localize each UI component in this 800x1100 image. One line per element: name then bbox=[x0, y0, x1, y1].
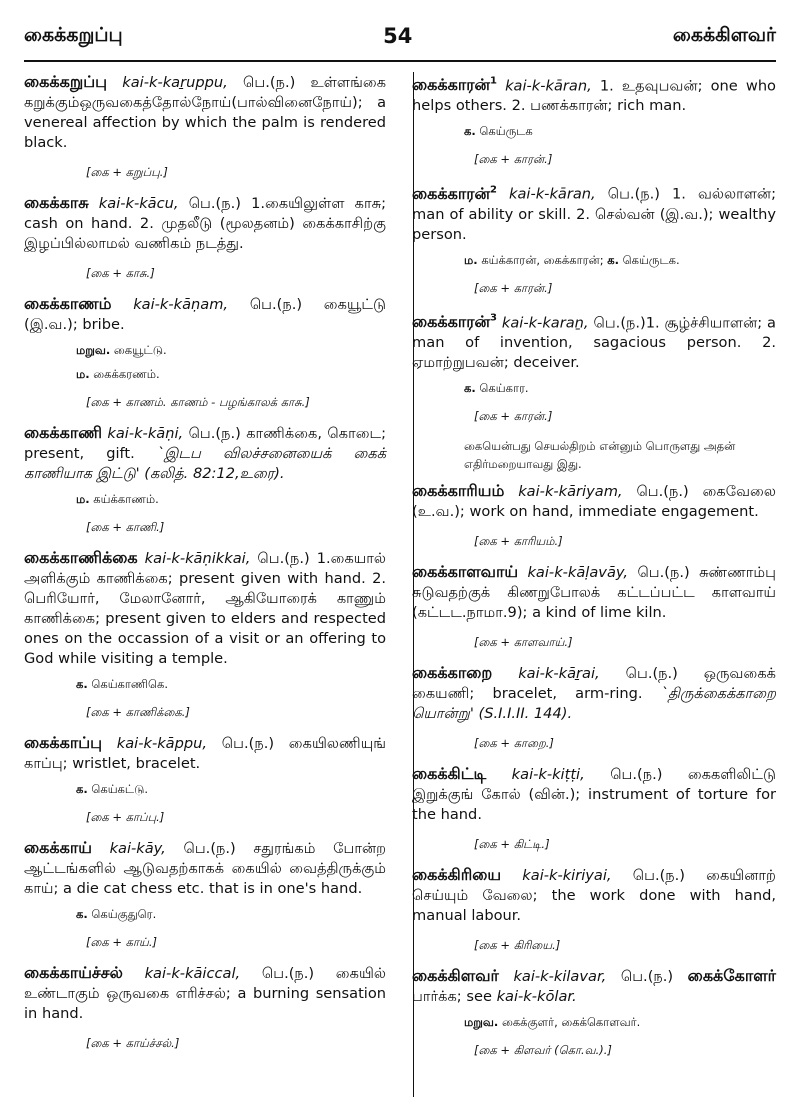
entry-transliteration: kai-k-kāṇikkai, bbox=[144, 550, 251, 567]
dictionary-entry bbox=[412, 72, 776, 116]
entry-definition: பெ.(ந.) கைவேலை (உ.வ.); work on hand, immediate engagement. bbox=[412, 482, 776, 520]
entry-cognate bbox=[24, 677, 386, 693]
entry-definition-continued: பார்க்க; see bbox=[412, 987, 492, 1005]
entry-definition: பெ.(ந.) கையில் உண்டாகும் ஒருவகை எரிச்சல்; a burning sensation in hand. bbox=[24, 965, 387, 1022]
dictionary-entry bbox=[412, 764, 776, 825]
dictionary-entry bbox=[24, 72, 386, 153]
entry-etymology: [கை + காய்.] bbox=[86, 935, 158, 949]
entry-etymology: [கை + காணிக்கை.] bbox=[86, 705, 190, 719]
cognate-form: கைக்குளர், கைக்கொளவர். bbox=[501, 1014, 641, 1029]
cognate-language: க. bbox=[76, 677, 88, 691]
entry-etymology: [கை + காய்ச்சல்.] bbox=[86, 1036, 180, 1050]
entry-cognate bbox=[24, 492, 386, 508]
entry-transliteration: kai-k-kāriyam, bbox=[518, 482, 623, 500]
header-first-headword: கைக்கறுப்பு bbox=[24, 23, 123, 46]
entry-headword: கைக்கிரியை bbox=[412, 864, 502, 884]
entry-headword: கைக்கறுப்பு bbox=[24, 72, 108, 91]
entry-definition: பெ.(ந.) 1.கையிலுள்ள காசு; cash on hand. 2. முதலீடு (மூலதனம்) கைக்காசிற்கு இழப்பில்லாமல் வணிகம் நடத்து. bbox=[24, 195, 387, 252]
homograph-number: 1 bbox=[490, 76, 497, 87]
entry-etymology: [கை + காசு.] bbox=[86, 266, 155, 280]
dictionary-entry bbox=[412, 966, 776, 1007]
entry-definition: பெ.(ந.) 1. வல்லாளன்; man of ability or skill. 2. செல்வன் (இ.வ.); wealthy person. bbox=[412, 185, 776, 243]
entry-etymology: [கை + காறை.] bbox=[474, 735, 554, 750]
entry-definition: பெ.(ந.) காணிக்கை, கொடை; present, gift. bbox=[24, 425, 387, 462]
entry-cognate bbox=[412, 1015, 776, 1031]
entry-headword: கைக்காரன்$^3$ bbox=[412, 311, 497, 331]
entry-headword: கைக்காரன்$^2$ bbox=[412, 183, 497, 203]
dictionary-entry bbox=[412, 562, 776, 623]
entry-transliteration: kai-k-kiriyai, bbox=[522, 866, 612, 884]
cognate-language: மறுவ. bbox=[464, 1014, 499, 1029]
entry-headword: கைக்காரன்$^1$ bbox=[412, 75, 497, 95]
entry-definition: பெ.(ந.) கையூட்டு (இ.வ.); bribe. bbox=[24, 296, 387, 333]
entry-transliteration: kai-k-kāppu, bbox=[116, 735, 208, 752]
entry-definition: பெ.(ந.) கையிலணியுங் காப்பு; wristlet, bracelet. bbox=[24, 735, 387, 772]
left-column bbox=[24, 72, 400, 1071]
cognate-form: கெய்கார. bbox=[479, 380, 529, 395]
entry-etymology: [கை + காரன்.] bbox=[474, 280, 553, 295]
dictionary-entry bbox=[24, 838, 386, 899]
dictionary-entry bbox=[24, 733, 386, 774]
cross-reference-transliteration: kai-k-kōlar. bbox=[496, 987, 577, 1005]
entry-etymology: [கை + கறுப்பு.] bbox=[86, 165, 168, 179]
cognate-language: ம. bbox=[76, 492, 90, 506]
entry-definition: 1. உதவுபவன்; one who helps others. 2. பணக்காரன்; rich man. bbox=[412, 77, 776, 115]
dictionary-entry bbox=[24, 193, 386, 254]
entry-definition: பெ.(ந.) ஒருவகைக் கையணி; bracelet, arm-ring. bbox=[412, 664, 776, 702]
entry-headword: கைக்காய்ச்சல் bbox=[24, 963, 123, 982]
entry-etymology: [கை + காளவாய்.] bbox=[474, 634, 573, 649]
entry-cognate bbox=[24, 367, 386, 383]
right-column bbox=[400, 72, 776, 1071]
entry-cognate bbox=[24, 907, 386, 923]
dictionary-entry bbox=[412, 865, 776, 926]
dictionary-entry bbox=[412, 180, 776, 244]
entry-transliteration: kai-k-kāiccal, bbox=[144, 965, 241, 982]
cognate-form: கெய்கட்டு. bbox=[91, 782, 148, 796]
entry-definition: பெ.(ந.) கையினாற் செய்யும் வேலை; the work done with hand, manual labour. bbox=[412, 866, 776, 924]
cognate-language: மறுவ. bbox=[76, 343, 111, 357]
header-rule bbox=[24, 60, 776, 62]
entry-quotation: `இடப விலச்சனையைக் கைக் காணியாக இட்டு' (கலித். 82:12,உரை). bbox=[24, 445, 387, 482]
entry-headword: கைக்கிட்டி bbox=[412, 763, 487, 783]
entry-cross-reference: கைக்கோளர் bbox=[687, 965, 777, 985]
entry-headword: கைக்காப்பு bbox=[24, 733, 103, 752]
cognate-form: கெய்ருடக bbox=[479, 124, 533, 139]
entry-note: கையென்பது செயல்திறம் என்னும் பொருளது அதன் எதிர்மறையாவது இது. bbox=[464, 438, 736, 471]
entry-headword: கைக்காரியம் bbox=[412, 480, 505, 500]
entry-headword: கைக்காணி bbox=[24, 423, 102, 442]
entry-transliteration: kai-k-kāḷavāy, bbox=[527, 563, 629, 581]
cognate-form: கய்க்காணம். bbox=[93, 492, 159, 506]
entry-headword: கைக்கிளவர் bbox=[412, 965, 499, 985]
entry-definition: பெ.(ந.) சுண்ணாம்பு சுடுவதற்குக் கிணறுபோலக் கட்டப்பட்ட காளவாய் (கட்டட.நாமா.9); a kind of lime kiln. bbox=[412, 563, 777, 621]
dictionary-entry bbox=[24, 294, 386, 335]
cognate-language: ம. bbox=[464, 252, 478, 267]
entry-etymology: [கை + கிளவர் (கொ.வ.).] bbox=[474, 1042, 612, 1057]
entry-cognate bbox=[24, 782, 386, 798]
entry-cognate bbox=[412, 253, 776, 269]
entry-headword: கைக்காணிக்கை bbox=[24, 548, 138, 567]
dictionary-entry bbox=[412, 481, 776, 522]
cognate-form: கெய்காணிகெ. bbox=[91, 677, 168, 691]
entry-transliteration: kai-k-kāran, bbox=[505, 77, 592, 95]
entry-definition: பெ.(ந.)1. சூழ்ச்சியாளன்; a man of invention, sagacious person. 2. ஏமாற்றுபவன்; deceiver. bbox=[412, 313, 776, 371]
entry-headword: கைக்காறை bbox=[412, 662, 493, 682]
entry-definition: பெ.(ந.) 1.கையால் அளிக்கும் காணிக்கை; present given with hand. 2. பெரியோர், மேலானோர், ஆகியோரைக் காணும் காணிக்கை; present given to elders and respected ones on the occassion of a visit or an offering to God while visiting a temple. bbox=[24, 550, 387, 667]
header-last-headword: கைக்கிளவர் bbox=[672, 23, 776, 46]
dictionary-entry bbox=[412, 309, 776, 373]
page-header bbox=[24, 18, 776, 54]
entry-definition: பெ.(ந.) உள்ளங்கை கறுக்கும்ஒருவகைத்தோல்நோய்(பால்வினைநோய்); a venereal affection by which the palm is rendered black. bbox=[24, 74, 387, 151]
entry-transliteration: kai-k-kāṇam, bbox=[133, 296, 229, 313]
cognate-language: க. bbox=[607, 252, 619, 267]
entry-definition: பெ.(ந.) சதுரங்கம் போன்ற ஆட்டங்களில் ஆடுவதற்காகக் கையில் வைத்திருக்கும் காய்; a die cat chess etc. that is in one's hand. bbox=[24, 840, 387, 897]
entry-definition: பெ.(ந.) கைகளிலிட்டு இறுக்குங் கோல் (வின்.); instrument of torture for the hand. bbox=[412, 765, 777, 823]
dictionary-entry bbox=[24, 548, 386, 669]
dictionary-entry bbox=[24, 423, 386, 484]
entry-etymology: [கை + காணம். காணம் - பழங்காலக் காசு.] bbox=[86, 395, 310, 409]
entry-etymology: [கை + காணி.] bbox=[86, 520, 165, 534]
entry-transliteration: kai-k-karaṉ, bbox=[501, 313, 589, 331]
cognate-form: கய்க்காரன், கைக்காரன்; bbox=[481, 252, 604, 267]
entry-etymology: [கை + காரன்.] bbox=[474, 152, 553, 167]
entry-etymology: [கை + காப்பு.] bbox=[86, 810, 165, 824]
entry-quotation: `திருக்கைக்காறை யொன்று' (S.I.I.II. 144). bbox=[412, 684, 776, 722]
cognate-language: க. bbox=[76, 782, 88, 796]
cognate-language: க. bbox=[76, 907, 88, 921]
entry-headword: கைக்காணம் bbox=[24, 294, 112, 313]
page-number: 54 bbox=[383, 24, 413, 48]
entry-etymology: [கை + கிட்டி.] bbox=[474, 836, 550, 851]
entry-transliteration: kai-k-kāran, bbox=[509, 185, 596, 203]
entry-transliteration: kai-k-kaṟuppu, bbox=[122, 74, 228, 91]
cognate-form: கெய்ருடக. bbox=[622, 252, 680, 267]
entry-transliteration: kai-k-kācu, bbox=[98, 195, 179, 212]
entry-cognate bbox=[412, 381, 776, 397]
cognate-form: கையூட்டு. bbox=[113, 343, 167, 357]
entry-etymology: [கை + கிரியை.] bbox=[474, 937, 561, 952]
entry-transliteration: kai-k-kilavar, bbox=[513, 967, 607, 985]
dictionary-entry bbox=[412, 663, 776, 724]
entry-etymology: [கை + காரியம்.] bbox=[474, 533, 563, 548]
entry-headword: கைக்காசு bbox=[24, 193, 89, 212]
cognate-form: கைக்கரணம். bbox=[93, 367, 160, 381]
cognate-language: க. bbox=[464, 380, 476, 395]
entry-headword: கைக்காய் bbox=[24, 838, 92, 857]
entry-transliteration: kai-k-kāṟai, bbox=[518, 664, 600, 682]
cognate-form: கெய்குதுரெ. bbox=[91, 907, 157, 921]
cognate-language: ம. bbox=[76, 367, 90, 381]
entry-cognate bbox=[24, 343, 386, 359]
homograph-number: 2 bbox=[490, 184, 497, 196]
entry-headword: கைக்காளவாய் bbox=[412, 561, 519, 581]
entry-transliteration: kai-k-kāṇi, bbox=[107, 425, 184, 442]
entry-transliteration: kai-k-kiṭṭi, bbox=[511, 765, 585, 783]
entry-transliteration: kai-kāy, bbox=[109, 840, 166, 857]
columns bbox=[24, 72, 776, 1071]
entry-definition: பெ.(ந.) bbox=[620, 967, 674, 985]
dictionary-entry bbox=[24, 963, 386, 1024]
cognate-language: க. bbox=[464, 124, 476, 139]
entry-etymology: [கை + காரன்.] bbox=[474, 408, 553, 423]
entry-cognate bbox=[412, 124, 776, 140]
homograph-number: 3 bbox=[490, 312, 497, 324]
column-divider bbox=[413, 72, 414, 1097]
